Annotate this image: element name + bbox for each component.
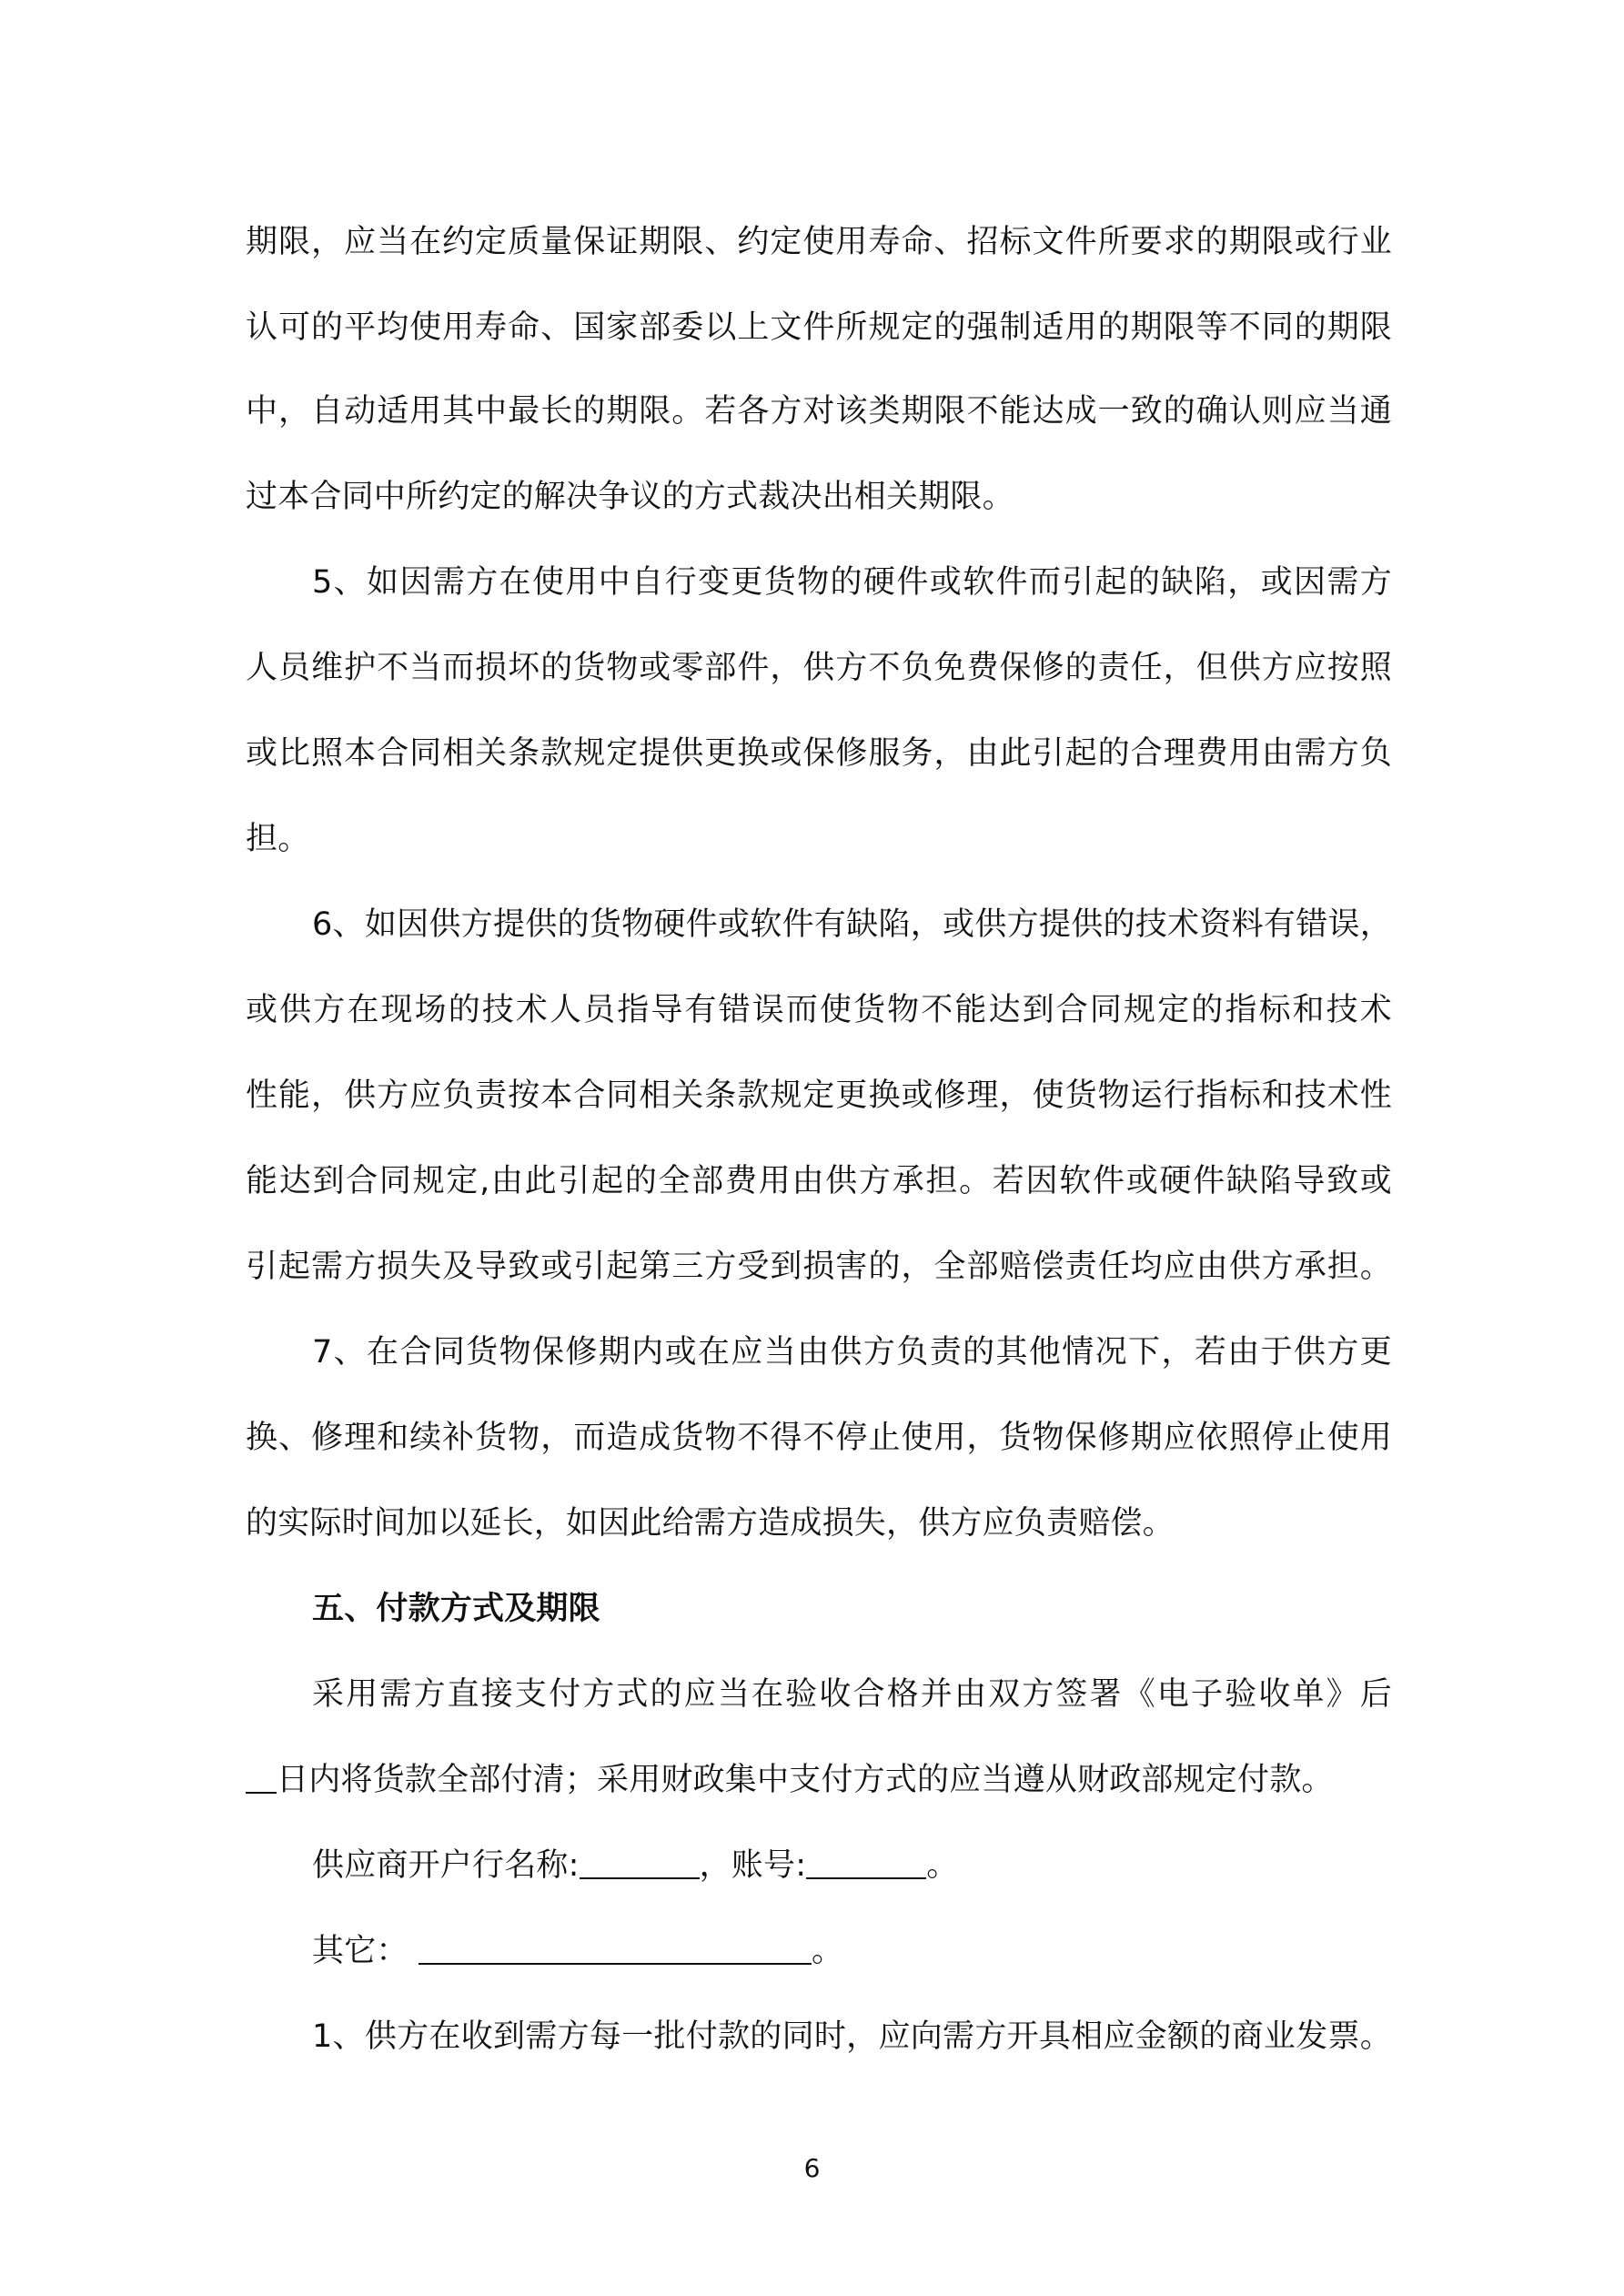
clause-6-line: 能达到合同规定,由此引起的全部费用由供方承担。若因软件或硬件缺陷导致或 xyxy=(246,1163,1392,1199)
payment-line-text: 日内将货款全部付清；采用财政集中支付方式的应当遵从财政部规定付款。 xyxy=(277,1762,1334,1798)
clause-5-line: 担。 xyxy=(246,821,310,857)
paragraph-line: 过本合同中所约定的解决争议的方式裁决出相关期限。 xyxy=(246,479,1014,515)
payment-line-with-blank xyxy=(246,1760,1392,1800)
other-blank xyxy=(419,1936,812,1965)
clause-6-line: 性能，供方应负责按本合同相关条款规定更换或修理，使货物运行指标和技术性 xyxy=(246,1077,1392,1114)
account-blank xyxy=(806,1850,926,1879)
other-line xyxy=(312,1931,1392,1971)
period: 。 xyxy=(811,1933,844,1969)
payment-line: 采用需方直接支付方式的应当在验收合格并由双方签署《电子验收单》后 xyxy=(312,1676,1392,1713)
bank-name-blank xyxy=(580,1850,700,1879)
payment-clause-1: 1、供方在收到需方每一批付款的同时，应向需方开具相应金额的商业发票。 xyxy=(312,2018,1392,2055)
clause-5-line: 或比照本合同相关条款规定提供更换或保修服务，由此引起的合理费用由需方负 xyxy=(246,735,1392,772)
paragraph-line: 中，自动适用其中最长的期限。若各方对该类期限不能达成一致的确认则应当通 xyxy=(246,393,1392,430)
clause-7-line: 7、在合同货物保修期内或在应当由供方负责的其他情况下，若由于供方更 xyxy=(312,1334,1392,1371)
other-label: 其它： xyxy=(312,1933,409,1969)
days-blank xyxy=(246,1765,277,1794)
paragraph-line: 认可的平均使用寿命、国家部委以上文件所规定的强制适用的期限等不同的期限 xyxy=(246,309,1392,346)
clause-6-line: 或供方在现场的技术人员指导有错误而使货物不能达到合同规定的指标和技术 xyxy=(246,992,1392,1028)
clause-5-line: 人员维护不当而损坏的货物或零部件，供方不负免费保修的责任，但供方应按照 xyxy=(246,650,1392,686)
section-heading: 五、付款方式及期限 xyxy=(312,1591,600,1627)
clause-7-line: 换、修理和续补货物，而造成货物不得不停止使用，货物保修期应依照停止使用 xyxy=(246,1420,1392,1456)
page-number: 6 xyxy=(803,2153,821,2183)
period: 。 xyxy=(926,1847,959,1884)
account-label: ，账号: xyxy=(699,1847,807,1884)
clause-6-line: 引起需方损失及导致或引起第三方受到损害的，全部赔偿责任均应由供方承担。 xyxy=(246,1249,1392,1285)
paragraph-line: 期限，应当在约定质量保证期限、约定使用寿命、招标文件所要求的期限或行业 xyxy=(246,224,1392,260)
bank-name-label: 供应商开户行名称: xyxy=(312,1847,580,1884)
clause-7-line: 的实际时间加以延长，如因此给需方造成损失，供方应负责赔偿。 xyxy=(246,1505,1175,1542)
clause-6-line: 6、如因供方提供的货物硬件或软件有缺陷，或供方提供的技术资料有错误， xyxy=(312,906,1392,943)
clause-5-line: 5、如因需方在使用中自行变更货物的硬件或软件而引起的缺陷，或因需方 xyxy=(312,564,1392,601)
bank-info-line xyxy=(312,1846,1392,1886)
